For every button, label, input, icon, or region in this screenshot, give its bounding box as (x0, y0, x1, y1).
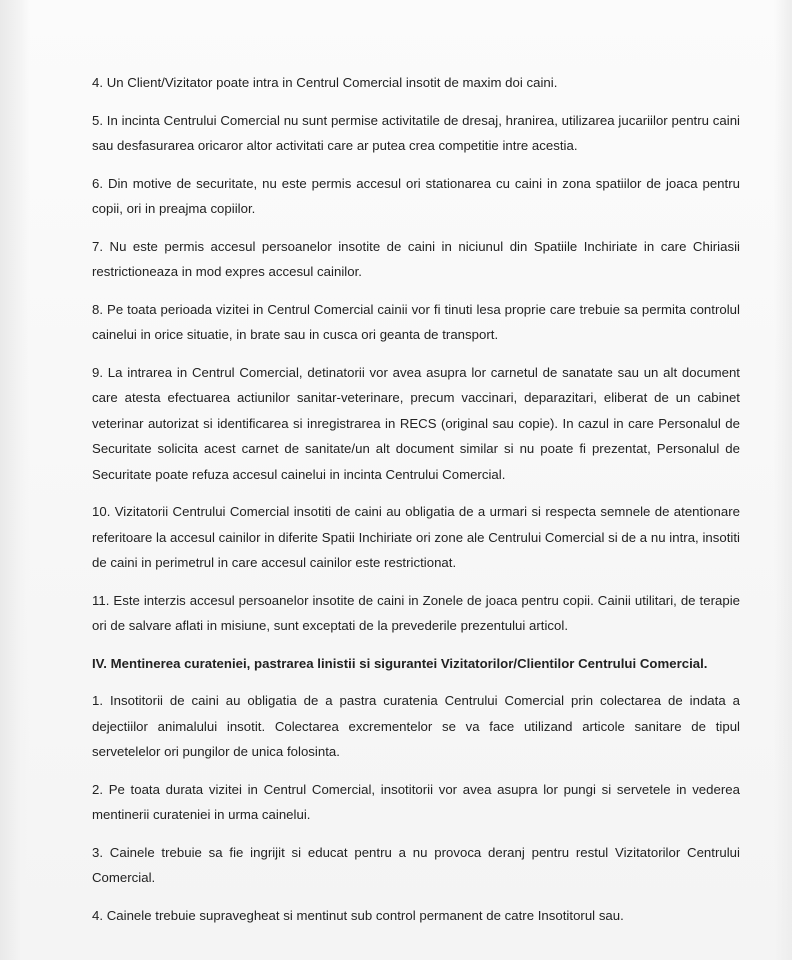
rule-paragraph-7: 7. Nu este permis accesul persoanelor insotite de caini in niciunul din Spatiile Inchiriate in care Chiriasii restrictioneaza in mod expres accesul cainilor. (92, 238, 740, 279)
rule-paragraph-8: 8. Pe toata perioada vizitei in Centrul Comercial cainii vor fi tinuti lesa proprie care trebuie sa permita controlul cainelui in orice situatie, in brate sau in cusca ori geanta de transport. (92, 301, 740, 342)
section-paragraph-1: 1. Insotitorii de caini au obligatia de a pastra curatenia Centrului Comercial prin colectarea de indata a dejectiilor animalului insotit. Colectarea excrementelor se va face utilizand articole sanitare de tipul servetelelor ori pungilor de unica folosinta. (92, 693, 740, 759)
rule-paragraph-6: 6. Din motive de securitate, nu este permis accesul ori stationarea cu caini in zona spatiilor de joaca pentru copii, ori in preajma copiilor. (92, 175, 740, 216)
section-paragraph-3: 3. Cainele trebuie sa fie ingrijit si educat pentru a nu provoca deranj pentru restul Vizitatorilor Centrului Comercial. (92, 844, 740, 885)
rule-paragraph-5: 5. In incinta Centrului Comercial nu sunt permise activitatile de dresaj, hranirea, utilizarea jucariilor pentru caini sau desfasurarea oricaror altor activitati care ar putea crea competitie intre acestia. (92, 112, 740, 153)
rule-paragraph-4: 4. Un Client/Vizitator poate intra in Centrul Comercial insotit de maxim doi caini. (92, 75, 558, 90)
section-paragraph-4: 4. Cainele trebuie supravegheat si mentinut sub control permanent de catre Insotitorul sau. (92, 907, 624, 923)
section-heading: IV. Mentinerea curateniei, pastrarea linistii si sigurantei Vizitatorilor/Clientilor Centrului Comercial. (92, 655, 708, 671)
rule-paragraph-9: 9. La intrarea in Centrul Comercial, detinatorii vor avea asupra lor carnetul de sanatate sau un alt document care atesta efectuarea actiunilor sanitar-veterinare, precum vaccinari, deparazitari, eliberat de un cabinet veterinar autorizat si identificarea si inregistrarea in RECS (original sau copie). In cazul in care Personalul de Securitate solicita acest carnet de sanitate/un alt document similar si nu poate fi prezentat, Personalul de Securitate poate refuza accesul cainelui in incinta Centrului Comercial. (92, 364, 740, 482)
rule-paragraph-11: 11. Este interzis accesul persoanelor insotite de caini in Zonele de joaca pentru copii. Cainii utilitari, de terapie ori de salvare aflati in misiune, sunt exceptati de la prevederile prezentului articol. (92, 592, 740, 633)
rule-paragraph-10: 10. Vizitatorii Centrului Comercial insotiti de caini au obligatia de a urmari si respecta semnele de atentionare referitoare la accesul cainilor in diferite Spatii Inchiriate ori zone ale Centrului Comercial si de a nu intra, insotiti de caini in perimetrul in care accesul cainilor este restrictionat. (92, 504, 740, 570)
document-body (92, 70, 740, 940)
section-paragraph-2: 2. Pe toata durata vizitei in Centrul Comercial, insotitorii vor avea asupra lor pungi si servetele in vederea mentinerii curateniei in urma cainelui. (92, 781, 740, 822)
